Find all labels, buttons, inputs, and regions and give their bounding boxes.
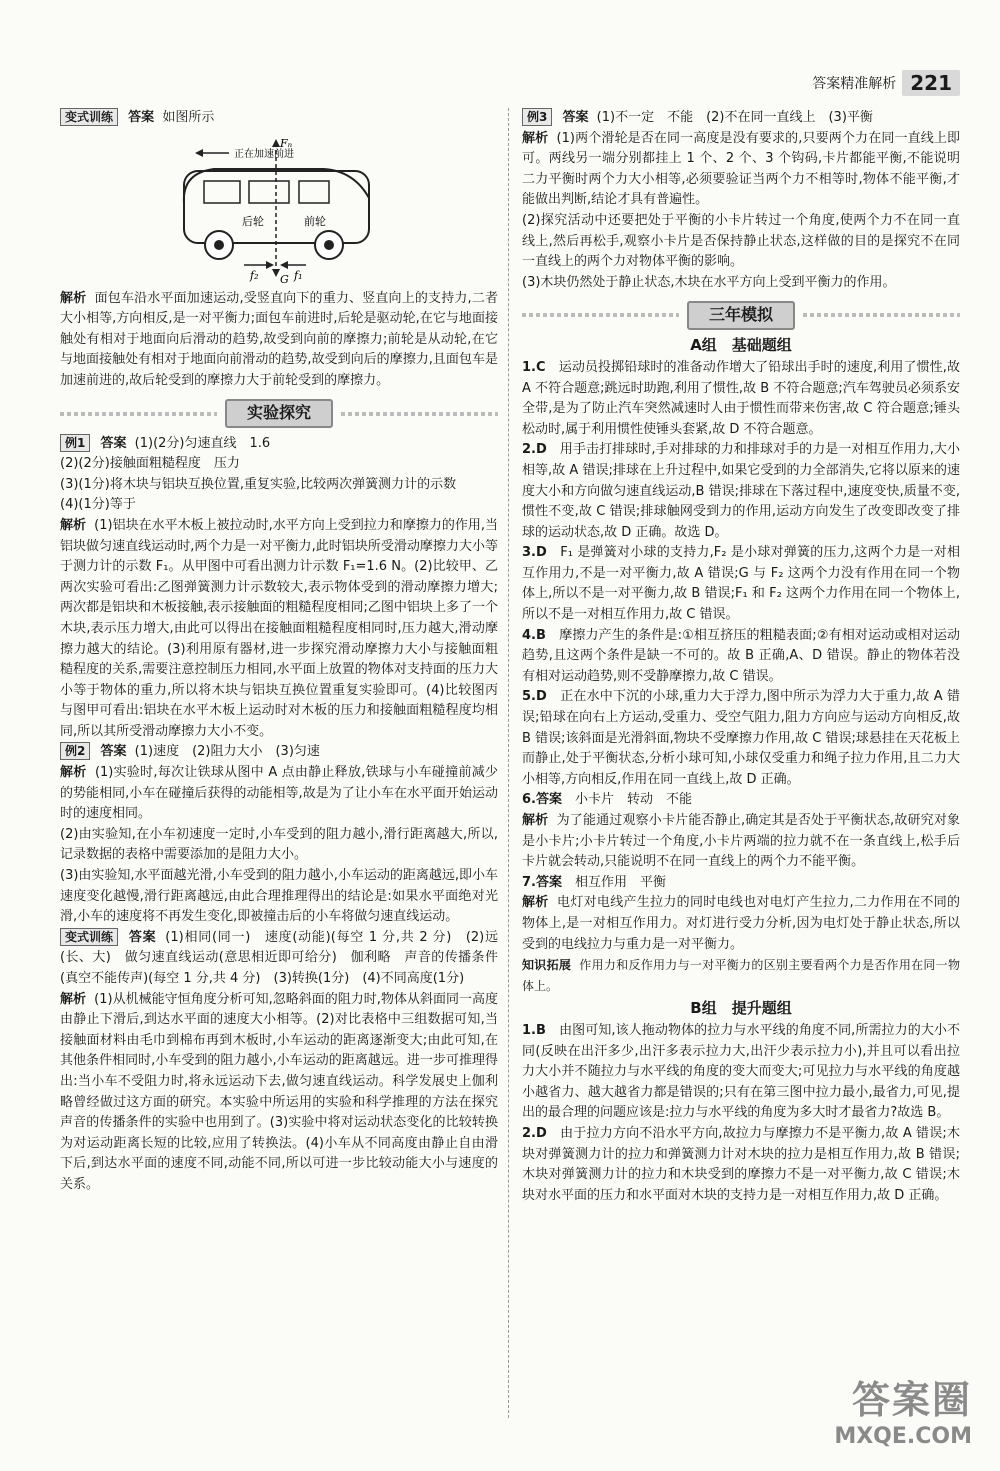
analysis-label: 解析 (522, 813, 549, 828)
section-banner-mock (522, 301, 960, 329)
example-2-analysis (60, 763, 498, 825)
question-text: 正在水中下沉的小球,重力大于浮力,图中所示为浮力大于重力,故 A 错误;铅球在向右上方运动,受重力、受空气阻力,阻力方向应与运动方向相反,故 B 错误;该斜面是光滑斜面,物块不受摩擦力作用,故 C 错误;球悬挂在天花板上而静止,处于平衡状态,分析小球可知,小球仅受重力和绳子拉力作用,且二力大小相等,方向相反,作用在同一直线上,故 D 正确。 (522, 689, 960, 787)
tag-variant-training: 变式训练 (60, 928, 118, 946)
answer-label: 答案 (128, 929, 157, 945)
example-3-answer (522, 108, 960, 129)
tip-text: 作用力和反作用力与一对平衡力的区别主要看两个力是否作用在同一物体上。 (522, 958, 960, 993)
label-f1: f₁ (294, 268, 303, 282)
answer-text: 小卡片 转动 不能 (575, 792, 693, 808)
analysis-text: 电灯对电线产生拉力的同时电线也对电灯产生拉力,二力作用在不同的物体上,是一对相互作用力。对灯进行受力分析,因为电灯处于静止状态,所以受到的电线拉力与重力是一对平衡力。 (522, 895, 960, 952)
question-1 (522, 358, 960, 440)
group-b-question-2 (522, 1124, 960, 1206)
answer-text: (1)相同(同一) 速度(动能)(每空 1 分,共 2 分) (2)远(长、大) 做匀速直线运动(意思相近即可给分) 伽利略 声音的传播条件(真空不能传声)(每空 1 分,共 4 分) (3)转换(1分) (4)不同高度(1分) (60, 929, 498, 986)
question-7-analysis (522, 893, 960, 955)
question-text: 运动员投掷铅球时的准备动作增大了铅球出手时的速度,利用了惯性,故 A 不符合题意;跳远时助跑,利用了惯性,故 B 不符合题意;汽车驾驶员必须系安全带,是为了防止汽车突然减速时人由于惯性而带来伤害,故 C 符合题意;锤头松动时,属于利用惯性使锤头套紧,故 D 不符合题意。 (522, 359, 960, 437)
example-1-answer (60, 434, 498, 455)
group-b-question-1 (522, 1021, 960, 1124)
question-4 (522, 626, 960, 688)
answer-label: 答案 (562, 110, 589, 125)
analysis-label: 解析 (60, 290, 87, 306)
analysis-label: 解析 (60, 765, 87, 781)
section-banner-experiment (60, 400, 498, 428)
question-number: 1.C (522, 359, 546, 375)
tag-example-2: 例2 (60, 742, 90, 760)
header-title: 答案精准解析 (812, 76, 897, 92)
van-force-diagram (154, 133, 404, 283)
example-2-analysis-2: (2)由实验知,在小车初速度一定时,小车受到的阻力越小,滑行距离越大,所以,记录数据的表格中需要添加的是阻力大小。 (60, 826, 498, 863)
tip-label: 知识拓展 (522, 958, 572, 973)
analysis-text: (1)铝块在水平木板上被拉动时,水平方向上受到拉力和摩擦力的作用,当铝块做匀速直线运动时,两个力是一对平衡力,此时铝块所受滑动摩擦力大小等于测力计的示数 F₁。从甲图中可看出测力计示数 F₁=1.6 N。(2)比较甲、乙两次实验可看出:乙图弹簧测力计示数较大,表示物体受到的滑动摩擦力增大;两次都是铝块和木板接触,表示接触面的粗糙程度相同;乙图中铝块上多了一个木块,表示压力增大,由此可以得出在接触面粗糙程度相同时,压力越大,滑动摩擦力越大的结论。(3)利用原有器材,进一步探究滑动摩擦力大小与接触面粗糙程度的关系,需要注意控制压力相同,水平面上放置的物体对支持面的压力大小等于物体的重力,所以将木块与铝块互换位置重复实验即可。(4)比较图丙与图甲可看出:铝块在水平木板上运动时对木板的压力和接触面粗糙程度均相同,所以其所受滑动摩擦力大小不变。 (60, 517, 498, 739)
example-1-line3: (3)(1分)将木块与铝块互换位置,重复实验,比较两次弹簧测力计的示数 (60, 476, 457, 492)
answer-text: (1)速度 (2)阻力大小 (3)匀速 (134, 744, 320, 760)
label-f2: f₂ (250, 268, 259, 282)
variant-training-1 (60, 108, 498, 129)
answer-text: (1)不一定 不能 (2)不在同一直线上 (3)平衡 (596, 110, 873, 125)
knowledge-tip (522, 955, 960, 996)
answer-text: (1)(2分)匀速直线 1.6 (134, 435, 271, 451)
answer-text: 如图所示 (162, 110, 215, 125)
column-divider (508, 108, 510, 1418)
analysis-label: 解析 (522, 895, 549, 911)
label-fn: Fₙ (280, 136, 293, 150)
question-6-analysis (522, 811, 960, 873)
watermark-url: MXQE.COM (834, 1424, 972, 1449)
answer-label: 答案 (100, 435, 127, 451)
variant-training-2 (60, 928, 498, 990)
label-g: G (280, 272, 289, 283)
watermark-logo-text: 答案圈 (851, 1378, 972, 1422)
left-column (60, 108, 498, 1196)
example-1-line2: (2)(2分)接触面粗糙程度 压力 (60, 456, 240, 472)
page-number: 221 (902, 70, 960, 96)
analysis-text: 为了能通过观察小卡片能否静止,确定其是否处于平衡状态,故研究对象是小卡片;小卡片转过一个角度,小卡片两端的拉力就不在一条直线上,松手后卡片就会转动,只能说明不在同一直线上的两个力不能平衡。 (522, 813, 960, 870)
question-text: F₁ 是弹簧对小球的支持力,F₂ 是小球对弹簧的压力,这两个力是一对相互作用力,不是一对平衡力,故 A 错误;G 与 F₂ 这两个力没有作用在同一个物体上,所以不是一对平衡力,故 B 错误;F₁ 和 F₂ 这两个力作用在同一个物体上,所以不是一对相互作用力,故 C 错误。 (522, 545, 960, 623)
label-accelerating: 正在加速前进 (234, 148, 294, 160)
question-text: 由于拉力方向不沿水平方向,故拉力与摩擦力不是平衡力,故 A 错误;木块对弹簧测力计的拉力和弹簧测力计对木块的拉力是相互作用力,故 B 错误;木块对弹簧测力计的拉力和木块受到的摩擦力不是一对平衡力,故 C 错误;木块对水平面的压力和水平面对木块的支持力是一对相互作用力,故 D 正确。 (522, 1125, 960, 1203)
right-column (522, 108, 960, 1206)
analysis-text: (1)从机械能守恒角度分析可知,忽略斜面的阻力时,物体从斜面同一高度由静止下滑后,到达水平面的速度大小相等。(2)对比表格中三组数据可知,当接触面材料由毛巾到棉布再到木板时,小车运动的距离逐渐变大;由此可知,在其他条件相同时,小车受到的阻力越小,小车运动的距离越远。进一步可推理得出:当小车不受阻力时,将永远运动下去,做匀速直线运动。科学发展史上伽利略曾经做过这方面的研究。本实验中所运用的实验和科学推理的方法在探究声音的传播条件的实验中也用到了。(3)实验中将对运动状态变化的比较转换为对运动距离长短的比较,应用了转换法。(4)小车从不同高度由静止自由滑下后,到达水平面的速度不同,动能不同,所以可进一步比较动能大小与速度的关系。 (60, 991, 498, 1192)
analysis-label: 解析 (60, 517, 87, 533)
question-6 (522, 790, 960, 811)
label-rear-wheel: 后轮 (242, 214, 264, 228)
analysis-1 (60, 289, 498, 392)
page-header (760, 66, 960, 100)
question-3 (522, 543, 960, 625)
analysis-text: (1)两个滑轮是否在同一高度是没有要求的,只要两个力在同一直线上即可。两线另一端分别都挂上 1 个、2 个、3 个钩码,卡片都能平衡,不能说明二力平衡时两个力大小相等,必须要验证当两个力不相等时,物体不能平衡,才能做出判断,结论才具有普遍性。 (522, 130, 960, 208)
answer-label: 答案 (100, 744, 127, 760)
question-text: 用手击打排球时,手对排球的力和排球对手的力是一对相互作用力,大小相等,故 A 错误;排球在上升过程中,如果它受到的力全部消失,它将以原来的速度大小和方向做匀速直线运动,B 错误;排球在下落过程中,速度变快,质量不变,惯性不变,故 C 错误;排球触网受到力的作用,运动方向发生了改变即改变了排球的运动状态,故 D 正确。故选 D。 (522, 442, 960, 540)
question-number: 5.D (522, 689, 547, 705)
example-1-line4: (4)(1分)等于 (60, 497, 136, 513)
group-a-title: A组 基础题组 (690, 336, 792, 355)
example-1-analysis (60, 516, 498, 743)
question-text: 摩擦力产生的条件是:①相互挤压的粗糙表面;②有相对运动或相对运动趋势,且这两个条件是缺一不可的。故 B 正确,A、D 错误。静止的物体若没有相对运动趋势,则不受静摩擦力,故 C 错误。 (522, 627, 960, 684)
variant-training-2-analysis (60, 990, 498, 1196)
analysis-text: (1)实验时,每次让铁球从图中 A 点由静止释放,铁球与小车碰撞前减少的势能相同,小车在碰撞后获得的动能相等,故是为了让小车在水平面开始运动时的速度相同。 (60, 765, 498, 822)
tag-variant-training: 变式训练 (60, 108, 118, 126)
question-2 (522, 440, 960, 543)
question-5 (522, 687, 960, 790)
site-watermark (834, 1369, 972, 1449)
example-2-analysis-3: (3)由实验知,水平面越光滑,小车受到的阻力越小,小车运动的距离越远,即小车速度变化越慢,滑行距离越远,由此合理推理得出的结论是:如果水平面绝对光滑,小车的速度将不再发生变化,即被撞击后的小车将做匀速直线运动。 (60, 868, 498, 925)
question-number: 1.B (522, 1022, 546, 1038)
tag-example-1: 例1 (60, 434, 90, 452)
group-b-title: B组 提升题组 (690, 999, 792, 1018)
tag-example-3: 例3 (522, 108, 552, 126)
example-2-answer (60, 742, 498, 763)
example-3-analysis-2: (2)探究活动中还要把处于平衡的小卡片转过一个角度,使两个力不在同一直线上,然后再松手,观察小卡片是否保持静止状态,这样做的目的是探究不在同一直线上的两个力对物体平衡的影响。 (522, 212, 960, 270)
question-number: 2.D (522, 1125, 547, 1141)
question-number: 7.答案 (522, 874, 562, 890)
answer-text: 相互作用 平衡 (575, 874, 667, 890)
analysis-label: 解析 (60, 991, 87, 1007)
question-number: 6.答案 (522, 792, 562, 808)
analysis-label: 解析 (522, 130, 549, 146)
section-title: 三年模拟 (687, 301, 795, 330)
analysis-text: 面包车沿水平面加速运动,受竖直向下的重力、竖直向上的支持力,二者大小相等,方向相反,是一对平衡力;面包车前进时,后轮是驱动轮,在它与地面接触处有相对于地面向后滑动的趋势,故受到向前的摩擦力;前轮是从动轮,在它与地面接触处有相对于地面向前滑动的趋势,故受到向后的摩擦力,且面包车是加速前进的,故后轮受到的摩擦力大于前轮受到的摩擦力。 (60, 290, 498, 388)
question-number: 4.B (522, 627, 546, 643)
label-front-wheel: 前轮 (304, 214, 326, 228)
question-number: 3.D (522, 545, 547, 561)
example-3-analysis-3: (3)木块仍然处于静止状态,木块在水平方向上受到平衡力的作用。 (522, 274, 896, 290)
section-title: 实验探究 (225, 399, 333, 428)
example-3-analysis (522, 129, 960, 211)
question-7 (522, 873, 960, 894)
question-number: 2.D (522, 442, 547, 458)
question-text: 由图可知,该人拖动物体的拉力与水平线的角度不同,所需拉力的大小不同(反映在出汗多少,出汗多表示拉力大,出汗少表示拉力小),并且可以看出拉力大小并不随拉力与水平线的角度的变大而变大;可见拉力与水平线的角度越小越省力、越大越省力都是错误的;只有在第三图中拉力最小,最省力,可见,提出的最合理的问题应该是:拉力与水平线的角度为多大时才最省力?故选 B。 (522, 1022, 960, 1121)
answer-label: 答案 (128, 110, 155, 125)
